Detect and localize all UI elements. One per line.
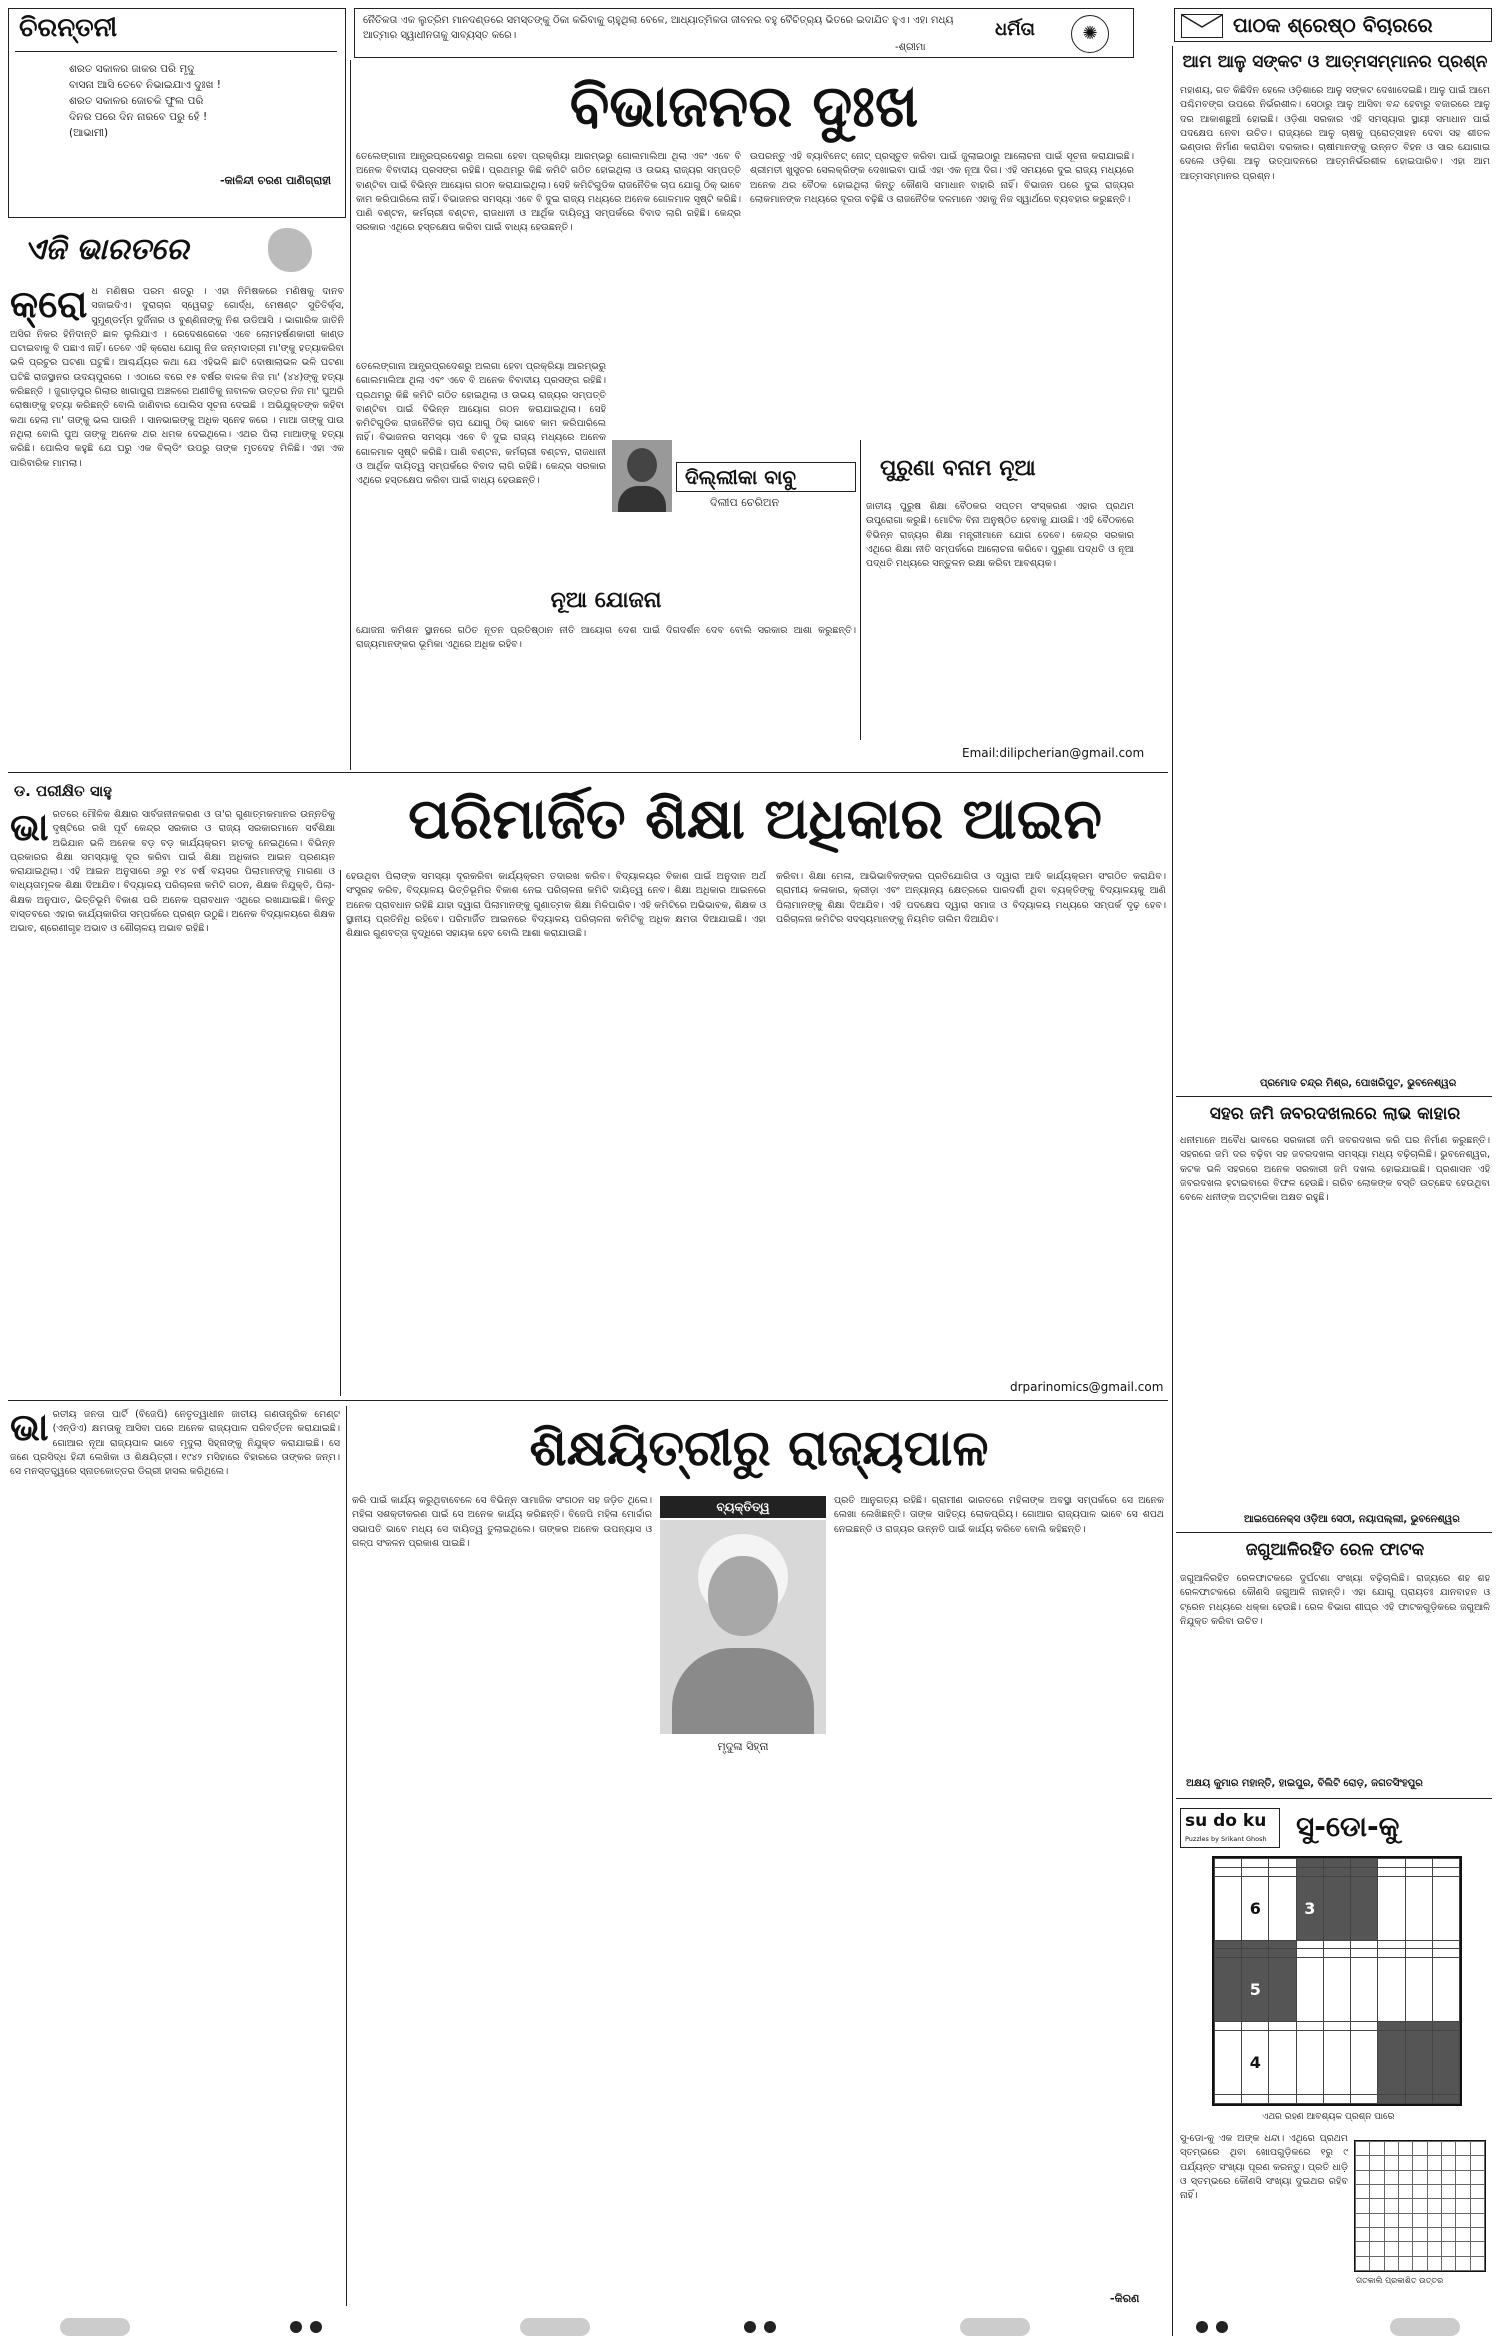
nua-yojana-text: ଯୋଜନା କମିଶନ ସ୍ଥାନରେ ଗଠିତ ନୂତନ ପ୍ରତିଷ୍ଠାନ ନୀତି ଆୟୋଗ ଦେଶ ପାଇଁ ଦିଗଦର୍ଶନ ଦେବ ବୋଲି ସରକାର ଆଶା କରୁଛନ୍ତି। ରାଜ୍ୟମାନଙ୍କର ଭୂମିକା ଏଥିରେ ଅଧିକ ରହିବ। — [356, 625, 856, 651]
mini-cell — [1413, 2227, 1427, 2241]
mini-cell — [1370, 2184, 1384, 2198]
dilli-title: ଦିଲ୍ଲୀକା ବାବୁ — [685, 465, 797, 489]
mini-cell — [1398, 2213, 1412, 2227]
mini-cell — [1427, 2199, 1441, 2213]
portrait-head-icon — [627, 448, 657, 482]
sudoku-cell[interactable] — [1405, 1859, 1432, 1868]
sudoku-cell[interactable] — [1296, 2095, 1323, 2104]
sudoku-cell[interactable] — [1432, 2022, 1459, 2031]
mini-cell — [1356, 2156, 1370, 2170]
mini-cell — [1441, 2170, 1455, 2184]
sudoku-cell[interactable] — [1242, 2022, 1269, 2031]
mini-cell — [1470, 2184, 1484, 2198]
sudoku-cell[interactable] — [1351, 1940, 1378, 1949]
mini-cell — [1427, 2184, 1441, 2198]
mini-row — [1356, 2242, 1485, 2256]
education-text-1: ରତରେ ମୌଳିକ ଶିକ୍ଷାର ସାର୍ବଜନୀନକରଣ ଓ ତା'ର ଗୁଣାତ୍ମକମାନର ଉନ୍ନତିକୁ ଦୃଷ୍ଟିରେ ରଖି ପୂର୍ବ କେନ୍ଦ୍ର ସରକାର ଓ ରାଜ୍ୟ ସରକାରମାନେ ସର୍ବଶିକ୍ଷା ଅଭିଯାନ ଭଳି ଅନେକ ବଡ଼ ବଡ଼ କାର୍ଯ୍ୟକ୍ରମ ହାତକୁ ନେଇଥିଲେ। ବିଭିନ୍ନ ପ୍ରକାରର ଶିକ୍ଷା ସମସ୍ୟାକୁ ଦୂର କରିବା ପାଇଁ ଶିକ୍ଷା ଅଧିକାର ଆଇନ ପ୍ରଣୟନ କରାଯାଇଥିଲା। ଏହି ଆଇନ ଅନୁସାରେ ୬ରୁ ୧୪ ବର୍ଷ ବୟସର ପିଲାମାନଙ୍କୁ ମାଗଣା ଓ ବାଧ୍ୟତାମୂଳକ ଶିକ୍ଷା ଦିଆଯିବ। ବିଦ୍ୟାଳୟ ପରିଚାଳନା କମିଟି ଗଠନ, ଶିକ୍ଷକ ନିଯୁକ୍ତି, ପିଲା-ଶିକ୍ଷକ ଅନୁପାତ, ଭିତ୍ତିଭୂମି ବିକାଶ ପରି ଅନେକ ପ୍ରାବଧାନ ଏଥିରେ ରଖାଯାଇଛି। କିନ୍ତୁ ବାସ୍ତବରେ ଏହାର କାର୍ଯ୍ୟକାରିତା ସମ୍ପର୍କରେ ପ୍ରଶ୍ନ ଉଠୁଛି। ଅନେକ ବିଦ୍ୟାଳୟରେ ଶିକ୍ଷକ ଅଭାବ, ଶ୍ରେଣୀଗୃହ ଅଭାବ ଓ ଶୌଚାଳୟ ଅଭାବ ରହିଛି। — [10, 809, 335, 935]
aam-aalu-title: ଆମ ଆଳୁ ସଙ୍କଟ ଓ ଆତ୍ମସମ୍ମାନର ପ୍ରଶ୍ନ — [1182, 52, 1488, 72]
sudoku-cell[interactable] — [1215, 1876, 1242, 1940]
sudoku-row — [1215, 2031, 1460, 2095]
puruna-column — [866, 500, 1134, 738]
sudoku-answer-caption: ଗତକାଲି ପ୍ରକାଶିତ ଉତ୍ତର — [1356, 2276, 1444, 2285]
mini-cell — [1456, 2242, 1470, 2256]
mini-cell — [1413, 2242, 1427, 2256]
mini-row — [1356, 2170, 1485, 2184]
portrait-label-box — [660, 1496, 826, 1518]
education-text-2: ହେଉଥିବା ପିଲାଙ୍କ ସମସ୍ୟା ଦୂରକରିବା କାର୍ଯ୍ୟକ୍ରମ ତଦାରଖ କରିବ। ବିଦ୍ୟାଳୟର ବିକାଶ ପାଇଁ ଅନୁଦାନ ଅର୍ଥ ସଂସ୍ତ୍ରହ କରିବ, ବିଦ୍ୟାଳୟ ଭିତ୍ତିଭୂମିର ବିକାଶ ନେଇ ପରିଚାଳନା କମିଟି ଦାୟିତ୍ୱ ନେବ। ଶିକ୍ଷା ଅଧିକାର ଆଇନରେ ଅନେକ ପ୍ରାବଧାନ ରହିଛି ଯାହା ଦ୍ୱାରା ପିଲାମାନଙ୍କୁ ଗୁଣାତ୍ମକ ଶିକ୍ଷା ମିଳିପାରିବ। ଏହି କମିଟିରେ ଅଭିଭାବକ, ଶିକ୍ଷକ ଓ ସ୍ଥାନୀୟ ପ୍ରତିନିଧି ରହିବେ। ପରିମାର୍ଜିତ ଆଇନରେ ବିଦ୍ୟାଳୟ ପରିଚାଳନା କମିଟିକୁ ଅଧିକ କ୍ଷମତା ଦିଆଯାଇଛି। ଏହା ଶିକ୍ଷାର ଗୁଣବତ୍ତା ବୃଦ୍ଧିରେ ସହାୟକ ହେବ ବୋଲି ଆଶା କରାଯାଉଛି। — [346, 871, 766, 940]
sudoku-cell[interactable] — [1351, 2095, 1378, 2104]
aji-bharat-logo — [8, 226, 346, 276]
mini-cell — [1356, 2142, 1370, 2156]
sudoku-cell[interactable] — [1351, 1876, 1378, 1940]
mini-cell — [1413, 2199, 1427, 2213]
mini-row — [1356, 2256, 1485, 2270]
education-dropcap: ଭା — [10, 808, 49, 849]
sudoku-cell[interactable] — [1242, 1867, 1269, 1876]
mini-cell — [1384, 2227, 1398, 2241]
sudoku-cell[interactable] — [1242, 1940, 1269, 1949]
teacher-text-3: ପ୍ରତି ଆନୁଗତ୍ୟ ରହିଛି। ଗ୍ରାମୀଣ ଭାରତରେ ମହିଳାଙ୍କ ଅବସ୍ଥା ସମ୍ପର୍କରେ ସେ ଅନେକ ଲେଖା ଲେଖିଛନ୍ତି। ତାଙ୍କ ସାହିତ୍ୟ ଲୋକପ୍ରିୟ। ଗୋଆର ରାଜ୍ୟପାଳ ଭାବେ ସେ ଶପଥ ନେଇଛନ୍ତି ଓ ରାଜ୍ୟର ଉନ୍ନତି ପାଇଁ କାର୍ଯ୍ୟ କରିବେ ବୋଲି କହିଛନ୍ତି। — [834, 1495, 1164, 1535]
aam-aalu-text: ମହାଶୟ, ଗତ କିଛିଦିନ ହେଲେ ଓଡ଼ିଶାରେ ଆଳୁ ସଙ୍କଟ ଦେଖାଦେଇଛି। ଆଳୁ ପାଇଁ ଆମେ ପଶ୍ଚିମବଙ୍ଗ ଉପରେ ନିର୍ଭରଶୀଳ। ସେଠାରୁ ଆଳୁ ଆସିବା ବନ୍ଦ ହେବାରୁ ବଜାରରେ ଆଳୁ ଦର ଆକାଶଛୁଆଁ ହୋଇଛି। ଓଡ଼ିଶା ସରକାର ଏହି ସମସ୍ୟାର ସ୍ଥାୟୀ ସମାଧାନ ପାଇଁ ପଦକ୍ଷେପ ନେବା ଉଚିତ। ରାଜ୍ୟରେ ଆଳୁ ଚାଷକୁ ପ୍ରୋତ୍ସାହନ ଦେବା ସହ ଶୀତଳ ଭଣ୍ଡାର ନିର୍ମାଣ କରାଯିବା ଦରକାର। ଚାଷୀମାନଙ୍କୁ ଉନ୍ନତ ବିହନ ଓ ସାର ଯୋଗାଇ ଦେଲେ ଓଡ଼ିଶା ଆଳୁ ଉତ୍ପାଦନରେ ଆତ୍ମନିର୍ଭରଶୀଳ ହୋଇପାରିବ। ଏହା ଆମ ଆତ୍ମସମ୍ମାନର ପ୍ରଶ୍ନ। — [1180, 85, 1490, 182]
footer-dot-2 — [310, 2321, 322, 2333]
sudoku-row — [1215, 1867, 1460, 1876]
rail-sign: ଅକ୍ଷୟ କୁମାର ମହାନ୍ତି, ହାଇପୁର, ବିଲିଟି ରୋଡ଼, ଜଗତସିଂହପୁର — [1186, 1778, 1423, 1789]
sudoku-cell[interactable] — [1378, 1949, 1405, 1958]
chirantani-title: ଚିରନ୍ତନୀ — [19, 13, 118, 43]
mini-cell — [1370, 2242, 1384, 2256]
dilli-left-lower — [356, 360, 606, 585]
mini-cell — [1356, 2256, 1370, 2270]
sudoku-cell[interactable] — [1323, 1949, 1350, 1958]
divider-puruna — [860, 440, 861, 740]
sudoku-logo-latin: su do ku — [1185, 1811, 1267, 1831]
mini-cell — [1441, 2184, 1455, 2198]
chirantani-poem: ଶରତ ସକାଳର ଜାକର ପରି ମୃଦୁ ବାସନା ଆସି ତେବେ ନିଭାଇଯାଏ ଦୁଃଖ ! ଶରତ ସକାଳର ଜୋଚକି ଫୁଲ ପରି ଦିନର ପରେ ଦିନ ନାରବେ ପରୁ ହେଁ ! (ଆଭାମୀ) — [69, 63, 221, 139]
sudoku-cell[interactable] — [1296, 1958, 1323, 2022]
footer-ornament-1 — [60, 2318, 130, 2336]
sudoku-cell[interactable] — [1323, 1867, 1350, 1876]
mini-cell — [1370, 2227, 1384, 2241]
photo-face-icon — [708, 1556, 778, 1636]
sudoku-cell[interactable] — [1378, 1958, 1405, 2022]
mini-cell — [1441, 2199, 1455, 2213]
divider-teacher-1 — [346, 1406, 347, 2306]
sudoku-row — [1215, 1958, 1460, 2022]
pariksit-byline: ଡ. ପରୀକ୍ଷିତ ସାହୁ — [14, 782, 112, 800]
nua-yojana-column — [356, 624, 856, 738]
mini-cell — [1398, 2242, 1412, 2256]
sudoku-cell[interactable] — [1351, 2031, 1378, 2095]
chirantani-box — [8, 8, 346, 218]
sudoku-cell[interactable] — [1269, 1876, 1296, 1940]
sudoku-cell[interactable] — [1405, 1876, 1432, 1940]
sudoku-cell[interactable] — [1296, 1867, 1323, 1876]
mini-cell — [1356, 2242, 1370, 2256]
sudoku-cell[interactable] — [1269, 2095, 1296, 2104]
dilli-portrait — [612, 440, 672, 512]
sudoku-cell[interactable] — [1269, 1958, 1296, 2022]
mini-cell — [1441, 2156, 1455, 2170]
aji-bharat-text: ଏଜି ଭାରତରେ — [24, 232, 189, 267]
sudoku-cell[interactable] — [1269, 1859, 1296, 1868]
mini-cell — [1413, 2213, 1427, 2227]
quote-text: ନୈତିକତା ଏକ ଲୁତ୍ରିମ ମାନଦଣ୍ଡରେ ସମସ୍ତଙ୍କୁ ଠିକା କରିବାକୁ ଚାହୁଥିଲା ବେଳେ, ଆଧ୍ୟାତ୍ମିକତା ଜୀବନର ବହୁ ବୈଚିତ୍ର୍ୟ ଭିତରେ ଇଦାଯିତ ହୁଏ। ଏହା ମଧ୍ୟ ଆତ୍ମାର ସ୍ୱାଧୀନତାକୁ ସାବ୍ୟସ୍ତ କରେ। — [363, 15, 954, 41]
footer-dot-6 — [1216, 2321, 1228, 2333]
krodha-dropcap: କ୍ରୋ — [10, 285, 88, 326]
sudoku-cell[interactable] — [1215, 1949, 1242, 1958]
mini-cell — [1384, 2170, 1398, 2184]
sudoku-cell[interactable] — [1323, 1958, 1350, 2022]
sudoku-cell[interactable]: 4 — [1242, 2031, 1269, 2095]
education-column-2 — [346, 870, 766, 1396]
sudoku-cell[interactable] — [1405, 2031, 1432, 2095]
mini-cell — [1441, 2213, 1455, 2227]
mini-cell — [1456, 2184, 1470, 2198]
mini-cell — [1384, 2184, 1398, 2198]
sudoku-caption: ଏଥର ରହଣ ଆବଶ୍ୟକ ପ୍ରଶ୍ନ ପାରେ — [1262, 2112, 1395, 2122]
main-headline: ବିଭାଜନର ଦୁଃଖ — [569, 72, 919, 140]
sudoku-logo-odia: ସୁ-ଡୋ-କୁ — [1296, 1810, 1400, 1843]
puruna-title: ପୁରୁଣା ବନାମ ନୂଆ — [880, 456, 1036, 481]
email-dilip: Email:dilipcherian@gmail.com — [962, 746, 1145, 760]
mini-cell — [1384, 2242, 1398, 2256]
lotus-icon: ✺ — [1071, 15, 1109, 53]
mini-cell — [1356, 2184, 1370, 2198]
mini-cell — [1356, 2170, 1370, 2184]
divider-left-vertical — [350, 60, 351, 770]
footer-ornament-2 — [520, 2318, 590, 2336]
mini-cell — [1456, 2156, 1470, 2170]
mini-cell — [1470, 2213, 1484, 2227]
mini-cell — [1398, 2256, 1412, 2270]
nua-yojana-title: ନୂଆ ଯୋଜନା — [550, 588, 662, 613]
sudoku-cell[interactable] — [1432, 1867, 1459, 1876]
divider-letter-3 — [1176, 1798, 1492, 1799]
dilli-byline: ଦିଲୀପ ଚେରିଅନ — [710, 496, 780, 509]
mini-cell — [1456, 2170, 1470, 2184]
mini-cell — [1456, 2199, 1470, 2213]
mini-cell — [1398, 2227, 1412, 2241]
sudoku-cell[interactable] — [1432, 1940, 1459, 1949]
sudoku-cell[interactable] — [1405, 2095, 1432, 2104]
photo-body-icon — [672, 1648, 814, 1734]
dilli-left-lower-text: ତେଲେଙ୍ଗାନା ଆନ୍ଧ୍ରପ୍ରଦେଶରୁ ଅଲଗା ହେବା ପ୍ରକ୍ରିୟା ଆରମ୍ଭରୁ ଗୋଲମାଲିଆ ଥିଲା ଏବଂ ଏବେ ବି ଅନେକ ବିବାଦୀୟ ପ୍ରସଙ୍ଗ ରହିଛି। ପ୍ରଥମରୁ କିଛି କମିଟି ଗଠିତ ହୋଇଥିଲା ଓ ଉଭୟ ରାଜ୍ୟର ସମ୍ପତ୍ତି ବାଣ୍ଟିବା ପାଇଁ ବିଭିନ୍ନ ଆୟୋଗ ଗଠନ କରାଯାଇଥିଲା। ସେହି କମିଟିଗୁଡିକ ରାଜନୈତିକ ଚାପ ଯୋଗୁ ଠିକ୍ ଭାବେ କାମ କରିପାରିଲେ ନାହିଁ। ବିଭାଜନର ସମସ୍ୟା ଏବେ ବି ଦୁଇ ରାଜ୍ୟ ମଧ୍ୟରେ ଅନେକ ଗୋଳମାଳ ସୃଷ୍ଟି କରିଛି। ପାଣି ବଣ୍ଟନ, କର୍ମଚାରୀ ବଣ୍ଟନ, ରାଜଧାନୀ ଓ ଆର୍ଥିକ ଦାୟିତ୍ୱ ସମ୍ପର୍କରେ ବିବାଦ ଲାଗି ରହିଛି। କେନ୍ଦ୍ର ସରକାର ଏଥିରେ ହସ୍ତକ୍ଷେପ କରିବା ପାଇଁ ବାଧ୍ୟ ହେଉଛନ୍ତି। — [356, 361, 606, 487]
sudoku-cell[interactable] — [1351, 1867, 1378, 1876]
sahara-title: ସହର ଜମି ଜବରଦଖଲରେ ଲାଭ କାହାର — [1209, 1104, 1461, 1124]
mini-cell — [1413, 2256, 1427, 2270]
mini-cell — [1427, 2242, 1441, 2256]
sudoku-cell[interactable] — [1405, 2022, 1432, 2031]
teacher-column-2 — [352, 1494, 652, 2306]
sudoku-cell[interactable]: 5 — [1242, 1958, 1269, 2022]
sudoku-cell[interactable] — [1269, 2031, 1296, 2095]
india-map-icon — [268, 228, 312, 272]
divider-lower-horizontal — [8, 1400, 1168, 1401]
sudoku-grid[interactable] — [1212, 1856, 1462, 2106]
sudoku-cell[interactable] — [1296, 1940, 1323, 1949]
mini-cell — [1398, 2199, 1412, 2213]
footer-dot-1 — [290, 2321, 302, 2333]
footer-dot-3 — [744, 2321, 756, 2333]
sudoku-row — [1215, 1949, 1460, 1958]
mini-row — [1356, 2184, 1485, 2198]
sudoku-cell[interactable] — [1323, 2022, 1350, 2031]
mini-cell — [1470, 2156, 1484, 2170]
sudoku-cell[interactable] — [1269, 1867, 1296, 1876]
mini-cell — [1356, 2227, 1370, 2241]
mini-cell — [1413, 2184, 1427, 2198]
rail-column — [1180, 1572, 1490, 1770]
sudoku-rules-text: ସୁ-ଡୋ-କୁ ଏକ ଅଙ୍କ ଧନ୍ଦା। ଏଥିରେ ପ୍ରଥମ ସ୍ତମ୍ଭରେ ଥିବା ଖୋପଗୁଡ଼ିକରେ ୧ରୁ ୯ ପର୍ଯ୍ୟନ୍ତ ସଂଖ୍ୟା ପୂରଣ କରନ୍ତୁ। ପ୍ରତି ଧାଡ଼ି ଓ ସ୍ତମ୍ଭରେ କୌଣସି ସଂଖ୍ୟା ଦୁଇଥର ରହିବ ନାହିଁ। — [1180, 2133, 1348, 2202]
mini-cell — [1384, 2256, 1398, 2270]
teacher-column-1 — [10, 1408, 340, 2308]
mini-cell — [1370, 2256, 1384, 2270]
sudoku-cell[interactable] — [1323, 2095, 1350, 2104]
sudoku-cell[interactable] — [1378, 1859, 1405, 1868]
dilli-text-1: ତେଲେଙ୍ଗାନା ଆନ୍ଧ୍ରପ୍ରଦେଶରୁ ଅଲଗା ହେବା ପ୍ରକ୍ରିୟା ଆରମ୍ଭରୁ ଗୋଲମାଲିଆ ଥିଲା ଏବଂ ଏବେ ବି ଅନେକ ବିବାଦୀୟ ପ୍ରସଙ୍ଗ ରହିଛି। ପ୍ରଥମରୁ କିଛି କମିଟି ଗଠିତ ହୋଇଥିଲା ଓ ଉଭୟ ରାଜ୍ୟର ସମ୍ପତ୍ତି ବାଣ୍ଟିବା ପାଇଁ ବିଭିନ୍ନ ଆୟୋଗ ଗଠନ କରାଯାଇଥିଲା। ସେହି କମିଟିଗୁଡିକ ରାଜନୈତିକ ଚାପ ଯୋଗୁ ଠିକ୍ ଭାବେ କାମ କରିପାରିଲେ ନାହିଁ। ବିଭାଜନର ସମସ୍ୟା ଏବେ ବି ଦୁଇ ରାଜ୍ୟ ମଧ୍ୟରେ ଅନେକ ଗୋଳମାଳ ସୃଷ୍ଟି କରିଛି। ପାଣି ବଣ୍ଟନ, କର୍ମଚାରୀ ବଣ୍ଟନ, ରାଜଧାନୀ ଓ ଆର୍ଥିକ ଦାୟିତ୍ୱ ସମ୍ପର୍କରେ ବିବାଦ ଲାଗି ରହିଛି। କେନ୍ଦ୍ର ସରକାର ଏଥିରେ ହସ୍ତକ୍ଷେପ କରିବା ପାଇଁ ବାଧ୍ୟ ହେଉଛନ୍ତି। — [356, 151, 741, 234]
mini-table — [1355, 2141, 1485, 2271]
email-pari: drparinomics@gmail.com — [1010, 1380, 1164, 1394]
sudoku-byline: Puzzles by Srikant Ghosh — [1185, 1835, 1267, 1843]
mini-cell — [1470, 2170, 1484, 2184]
quote-label: ଧର୍ମିତା — [995, 19, 1035, 40]
sudoku-cell[interactable] — [1215, 1859, 1242, 1868]
education-text-3: କରିବା। ଶିକ୍ଷା ମେଳା, ଆଭିଭାବିକଙ୍କର ପ୍ରତିଯୋଗିତା ଓ ଦ୍ୱାରା ଆଦି କାର୍ଯ୍ୟକ୍ରମ ସଂଗଠିତ କରାଯିବ। ଗ୍ରାମୀୟ କଳାକାର, କ୍ରୀଡ଼ା ଏବଂ ଅନ୍ୟାନ୍ୟ କ୍ଷେତ୍ରରେ ପାରଦର୍ଶୀ ଥିବା ବ୍ୟକ୍ତିଙ୍କୁ ବିଦ୍ୟାଳୟକୁ ଆଣି ପିଲାମାନଙ୍କୁ ଶିକ୍ଷା ଦିଆଯିବ। ଏହି ପଦକ୍ଷେପ ଦ୍ୱାରା ସମାଜ ଓ ବିଦ୍ୟାଳୟ ମଧ୍ୟରେ ସମ୍ପର୍କ ଦୃଢ଼ ହେବ। ପରିଚାଳନା କମିଟିର ସଦସ୍ୟମାନଙ୍କୁ ନିୟମିତ ତାଲିମ ଦିଆଯିବ। — [776, 871, 1166, 925]
sudoku-row — [1215, 1940, 1460, 1949]
sudoku-cell[interactable] — [1215, 2095, 1242, 2104]
mini-cell — [1427, 2156, 1441, 2170]
sudoku-cell[interactable] — [1269, 2022, 1296, 2031]
sudoku-cell[interactable] — [1351, 1958, 1378, 2022]
envelope-icon — [1181, 14, 1223, 38]
mini-row — [1356, 2227, 1485, 2241]
mini-cell — [1470, 2242, 1484, 2256]
sudoku-row — [1215, 1876, 1460, 1940]
sudoku-logo-box — [1180, 1808, 1280, 1848]
mini-cell — [1441, 2142, 1455, 2156]
sudoku-cell[interactable] — [1323, 1940, 1350, 1949]
sahara-text: ଧନୀମାନେ ଅବୈଧ ଭାବରେ ସରକାରୀ ଜମି ଜବରଦଖଲ କରି ଘର ନିର୍ମାଣ କରୁଛନ୍ତି। ସହରରେ ଜମି ଦର ବଢ଼ିବା ସହ ଜବରଦଖଲ ସମସ୍ୟା ମଧ୍ୟ ବଢ଼ିଚାଲିଛି। ଭୁବନେଶ୍ୱର, କଟକ ଭଳି ସହରରେ ଅନେକ ସରକାରୀ ଜମି ଦଖଲ ହୋଇଯାଇଛି। ପ୍ରଶାସନ ଏହି ଜବରଦଖଲ ହଟାଇବାରେ ବିଫଳ ହେଉଛି। ଗରିବ ଲୋକଙ୍କ ବସ୍ତି ଉଚ୍ଛେଦ ହେଉଥିବା ବେଳେ ଧନୀଙ୍କ ଅଟ୍ଟାଳିକା ଅକ୍ଷତ ରହୁଛି। — [1180, 1135, 1490, 1204]
mini-cell — [1370, 2170, 1384, 2184]
sudoku-cell[interactable] — [1215, 1867, 1242, 1876]
aam-aalu-column — [1180, 84, 1490, 1074]
reader-section-header — [1174, 8, 1492, 42]
sudoku-cell[interactable] — [1405, 1949, 1432, 1958]
mini-cell — [1427, 2227, 1441, 2241]
sudoku-cell[interactable] — [1242, 1859, 1269, 1868]
sudoku-cell[interactable] — [1378, 1876, 1405, 1940]
teacher-column-3 — [834, 1494, 1164, 2294]
teacher-sign: -କିରଣ — [1110, 2292, 1140, 2305]
sudoku-cell[interactable] — [1323, 2031, 1350, 2095]
portrait-body-icon — [618, 486, 666, 512]
portrait-caption: ମୃଦୁଳା ସିହ୍ନା — [717, 1740, 769, 1753]
mini-cell — [1427, 2142, 1441, 2156]
footer-dot-4 — [764, 2321, 776, 2333]
sudoku-cell[interactable]: 6 — [1242, 1876, 1269, 1940]
sudoku-cell[interactable] — [1215, 1958, 1242, 2022]
mini-row — [1356, 2213, 1485, 2227]
divider-letter-2 — [1176, 1532, 1492, 1533]
puruna-text: ଜାତୀୟ ପୁରୁଷ ଶିକ୍ଷା ବୈଠକର ସପ୍ତମ ସଂସ୍କରଣ ଏହାର ପ୍ରଥମ ଉପ୍ତ୍ରୋଗା କରୁଛି। ମୋଟିକ ବିନା ଅନୁଷ୍ଠିତ ହେବାକୁ ଯାଉଛି। ଏହି ବୈଠକରେ ବିଭିନ୍ନ ରାଜ୍ୟର ଶିକ୍ଷା ମନ୍ତ୍ରୀମାନେ ଯୋଗ ଦେବେ। କେନ୍ଦ୍ର ସରକାର ଏଥିରେ ଶିକ୍ଷା ନୀତି ସମ୍ପର୍କରେ ଆଲୋଚନା କରିବେ। ପୁରୁଣା ପଦ୍ଧତି ଓ ନୂଆ ପଦ୍ଧତି ମଧ୍ୟରେ ସନ୍ତୁଳନ ରକ୍ଷା କରିବା ଆବଶ୍ୟକ। — [866, 501, 1134, 570]
sudoku-cell[interactable] — [1432, 1958, 1459, 2022]
mini-cell — [1413, 2170, 1427, 2184]
sudoku-cell[interactable] — [1323, 1859, 1350, 1868]
mini-cell — [1413, 2142, 1427, 2156]
mini-cell — [1398, 2184, 1412, 2198]
portrait-label: ବ୍ୟକ୍ତିତ୍ୱ — [716, 1500, 770, 1514]
sudoku-cell[interactable] — [1215, 1940, 1242, 1949]
teacher-text-2: କରି ପାଇଁ କାର୍ଯ୍ୟ କରୁଥିବାବେଳେ ସେ ବିଭିନ୍ନ ସାମାଜିକ ସଂଗଠନ ସହ ଜଡ଼ିତ ଥିଲେ। ମହିଳା ସଶକ୍ତୀକରଣ ପାଇଁ ସେ ଅନେକ କାର୍ଯ୍ୟ କରିଛନ୍ତି। ବିଜେପି ମହିଳା ମୋର୍ଚ୍ଚାର ସଭାପତି ଭାବେ ମଧ୍ୟ ସେ ଦାୟିତ୍ୱ ତୁଲାଇଥିଲେ। ତାଙ୍କର ଅନେକ ଉପନ୍ୟାସ ଓ ଗଳ୍ପ ସଂକଳନ ପ୍ରକାଶ ପାଇଛି। — [352, 1495, 652, 1549]
rail-text: ଜଗୁଆଳିରହିତ ରେଳଫାଟକରେ ଦୁର୍ଘଟଣା ସଂଖ୍ୟା ବଢ଼ିଚାଲିଛି। ରାଜ୍ୟରେ ଶହ ଶହ ରେଳଫାଟକରେ କୌଣସି ଜଗୁଆଳି ନାହାନ୍ତି। ଏହା ଯୋଗୁ ପ୍ରାୟତଃ ଯାନବାହନ ଓ ଟ୍ରେନ ମଧ୍ୟରେ ଧକ୍କା ହେଉଛି। ରେଳ ବିଭାଗ ଶୀଘ୍ର ଏହି ଫାଟକଗୁଡ଼ିକରେ ଜଗୁଆଳି ନିଯୁକ୍ତ କରିବା ଉଚିତ। — [1180, 1573, 1490, 1627]
sudoku-cell[interactable] — [1242, 2095, 1269, 2104]
sudoku-cell[interactable]: 3 — [1296, 1876, 1323, 1940]
mini-cell — [1427, 2213, 1441, 2227]
teacher-text-1: ରତୀୟ ଜନତା ପାର୍ଟି (ବିଜେପି) ନେତୃତ୍ୱାଧୀନ ଜାତୀୟ ଗଣତାନ୍ତ୍ରିକ ମେଣ୍ଟ (ଏନ୍‌ଡିଏ) କ୍ଷମତାକୁ ଆସିବା ପରେ ଅନେକ ରାଜ୍ୟପାଳ ପରିବର୍ତ୍ତନ କରାଯାଇଛି। ଗୋଆର ନୂଆ ରାଜ୍ୟପାଳ ଭାବେ ମୃଦୁଲା ସିହ୍ନାଙ୍କୁ ନିଯୁକ୍ତ କରାଯାଇଛି। ସେ ଜଣେ ପ୍ରସିଦ୍ଧ ହିନ୍ଦୀ ଲେଖିକା ଓ ଶିକ୍ଷୟିତ୍ରୀ। ୧୯୪୨ ମସିହାରେ ବିହାରରେ ତାଙ୍କର ଜନ୍ମ। ସେ ମନସ୍ତତ୍ତ୍ୱରେ ସ୍ନାତକୋତ୍ତର ଡିଗ୍ରୀ ହାସଲ କରିଥିଲେ। — [10, 1409, 340, 1478]
sudoku-cell[interactable] — [1432, 2095, 1459, 2104]
chirantani-rule — [15, 51, 337, 52]
divider-edu-1 — [340, 870, 341, 1396]
sudoku-cell[interactable] — [1378, 2022, 1405, 2031]
rail-title: ଜଗୁଆଳିରହିତ ରେଳ ଫାଟକ — [1245, 1540, 1425, 1560]
quote-box — [354, 8, 1134, 58]
krodha-text: ଧ ମଣିଷର ପରମ ଶତ୍ରୁ । ଏହା ନିମିଷକରେ ମଣିଷକୁ ଦାନବ ସଜାଇଦିଏ। ଦୁରାଚାର ସ୍ୱେରାତୁ ଗୋର୍ଦ୍ଧ, ମେଷଣ୍ଟ ସୁତିତିର୍କ୍ସ, ସୁମୁଣ୍ଡର୍ମ୍ମ ଦୁର୍ଜିନାର ଓ ବୁଣ୍ଣିନାଙ୍କୁ ନିଶ ଉଡିଆସି । ଭାଗାରିକ ଜାତିନି ଅସିର ନିକର ହିନିଦାନ୍ତି ଛାଳ ଲୁଲିଯାଏ । ରେଦେଶରେରେ ଏବେ ଲୋମହର୍ଷଣକାରୀ କାଣ୍ଡ ଘଟାଇବାକୁ ବି ପଛାଏ ନାହିଁ। ତେବେ ଏହି କ୍ରୋଧ ଯୋଗୁ ନିଜ ଜନ୍ମଦାତ୍ରୀ ମା'ଙ୍କୁ ହତ୍ୟାକରିବା ଭଳି ପ୍ରଚୁର ଘଟଣା ଘଟୁଛି। ଆଶ୍ଚର୍ଯ୍ୟର କଥା ଯେ ଏହିଭଳି ଛାଟି ଦୋଷାଲାଭଳ ଭଳି ଘଟଣା ଘଟିଛି ରାଜସ୍ଥାନର ଉଦୟପୁରରେ । ଏଠାରେ ବରେ ୧୫ ବର୍ଷର ବାଳକ ନିଜ ମା' (୪୪)ଙ୍କୁ ହତ୍ୟା କରିଛନ୍ତି । ଜୁଗାଡ଼ପୁର ଗିଲାର ଖାଗାପୁରା ଅଞ୍ଚଳରେ ଅଣୀତିକୁ ନାବାଳକ ଉତ୍ତର ନିଜ ମା' ଘୁଅରି ରୋଷାଙ୍କୁ ହତ୍ୟା କରିଛନ୍ତି ବୋଲି ଜାଣିବାର ପୋଲିସ ସୂଚନା ଦେଇଛି । ଅଭିଯୁକ୍ତଙ୍କ କହିବା କଥା ହେଲା ମା' ତାଙ୍କୁ ଭଲ ପାଉନି । ସାନଭାଇଙ୍କୁ ଅଧିକ ସ୍ନେହ କରେ । ମାଆ ତାଙ୍କୁ ପାଉ ନଥିଲା ବୋଲି ପୁଅ ତାଙ୍କୁ ଅନେକ ଥର ଧମକ ଦେଇଥିଲେ। ଏଥର ପିଲା ମାଆଙ୍କୁ ହତ୍ୟା କରିଛି। ପୋଲିସ କହୁଛି ଯେ ଘରୁ ଏକ ବିଲ୍ଡିଂ ଉପରୁ ତାଙ୍କ ମୃତଦେହ ମିଳିଛି। ଏହା ଏକ ପାରିବାରିକ ମାମଲା। — [10, 286, 344, 469]
mini-cell — [1398, 2156, 1412, 2170]
sudoku-cell[interactable] — [1432, 2031, 1459, 2095]
mini-row — [1356, 2142, 1485, 2156]
mini-cell — [1356, 2199, 1370, 2213]
sudoku-cell[interactable] — [1432, 1876, 1459, 1940]
sudoku-answer-grid — [1354, 2140, 1486, 2272]
mini-cell — [1470, 2227, 1484, 2241]
mini-row — [1356, 2199, 1485, 2213]
mini-cell — [1456, 2256, 1470, 2270]
portrait-photo — [660, 1520, 826, 1734]
sudoku-cell[interactable] — [1269, 1949, 1296, 1958]
mini-cell — [1384, 2142, 1398, 2156]
mini-cell — [1456, 2227, 1470, 2241]
mini-cell — [1456, 2142, 1470, 2156]
sudoku-cell[interactable] — [1378, 2095, 1405, 2104]
mini-cell — [1356, 2213, 1370, 2227]
sudoku-cell[interactable] — [1405, 1940, 1432, 1949]
education-column-3 — [776, 870, 1166, 1370]
divider-letter-1 — [1176, 1096, 1492, 1097]
dilli-column-2 — [750, 150, 1134, 355]
divider-right-vertical — [1172, 46, 1173, 2336]
sudoku-rules — [1180, 2132, 1348, 2322]
sudoku-cell[interactable] — [1215, 2031, 1242, 2095]
education-column-1 — [10, 808, 335, 1396]
sudoku-row — [1215, 2022, 1460, 2031]
sudoku-row — [1215, 2095, 1460, 2104]
footer-ornament-3 — [960, 2318, 1030, 2336]
mini-cell — [1370, 2142, 1384, 2156]
sudoku-cell[interactable] — [1405, 1958, 1432, 2022]
mini-cell — [1427, 2170, 1441, 2184]
sudoku-cell[interactable] — [1269, 1940, 1296, 1949]
sahara-column — [1180, 1134, 1490, 1510]
sudoku-cell[interactable] — [1351, 1949, 1378, 1958]
teacher-dropcap: ଭା — [10, 1408, 49, 1449]
sudoku-cell[interactable] — [1323, 1876, 1350, 1940]
sudoku-cell[interactable] — [1296, 1859, 1323, 1868]
sudoku-cell[interactable] — [1378, 2031, 1405, 2095]
dilli-title-box — [676, 462, 856, 492]
reader-section-title: ପାଠକ ଶ୍ରେଷ୍ଠ ବିଚାରରେ — [1233, 13, 1433, 37]
mini-cell — [1384, 2156, 1398, 2170]
sudoku-cell[interactable] — [1296, 1949, 1323, 1958]
mini-cell — [1470, 2199, 1484, 2213]
dilli-column-1 — [356, 150, 741, 355]
sudoku-cell[interactable] — [1405, 1867, 1432, 1876]
mini-cell — [1384, 2213, 1398, 2227]
chirantani-author: -କାଳିନ୍ଦୀ ଚରଣ ପାଣିଗ୍ରାହୀ — [219, 174, 331, 187]
footer-ornament-4 — [1390, 2318, 1460, 2336]
mini-cell — [1413, 2156, 1427, 2170]
sudoku-cell[interactable] — [1432, 1859, 1459, 1868]
sudoku-cell[interactable] — [1215, 2022, 1242, 2031]
sudoku-cell[interactable] — [1351, 2022, 1378, 2031]
dilli-text-2: ଉପରନ୍ତୁ ଏହି ବ୍ୟାବିନେଟ୍ ନୋଟ୍ ପ୍ରସ୍ତୁତ କରିବା ପାଇଁ ଜୁଲାଇଠାରୁ ଆଲୋଚନା ପାଇଁ ସୂଚନା କରାଯାଇଛି। ଶ୍ରୀମତୀ ଖୁସ୍ତ୍ତର ସେଲକ୍ରିଙ୍କ ଦେଖାଇବା ପାଇଁ ଏହା ଏକ ନୂଆ ଦିଗ। ଏହି ସମୟରେ ଦୁଇ ରାଜ୍ୟ ମଧ୍ୟରେ ଅନେକ ଥର ବୈଠକ ହୋଇଥିଲା କିନ୍ତୁ କୌଣସି ସମାଧାନ ବାହାରି ନାହିଁ। ବିଭାଜନ ପରେ ଦୁଇ ରାଜ୍ୟର ଲୋକମାନଙ୍କ ମଧ୍ୟରେ ଦୂରତା ବଢ଼ିଛି ଓ ରାଜନୈତିକ ଦଳମାନେ ଏହାକୁ ନିଜ ସ୍ୱାର୍ଥରେ ବ୍ୟବହାର କରୁଛନ୍ତି। — [750, 151, 1134, 205]
sudoku-cell[interactable] — [1242, 1949, 1269, 1958]
education-headline: ପରିମାର୍ଜିତ ଶିକ୍ଷା ଅଧିକାର ଆଇନ — [408, 787, 1102, 852]
mini-cell — [1441, 2227, 1455, 2241]
teacher-headline: ଶିକ୍ଷୟିତ୍ରୀରୁ ରାଜ୍ୟପାଳ — [529, 1419, 989, 1477]
sahara-sign: ଆଇପେନେକ୍ସ ଓଡ଼ିଆ ସେଠୀ, ନୟାପଲ୍ଲୀ, ଭୁବନେଶ୍ୱର — [1244, 1514, 1460, 1525]
mini-cell — [1398, 2170, 1412, 2184]
mini-cell — [1370, 2199, 1384, 2213]
sudoku-cell[interactable] — [1378, 1940, 1405, 1949]
mini-cell — [1427, 2256, 1441, 2270]
quote-attribution: -ଶ୍ରୀମା — [895, 42, 926, 53]
sudoku-cell[interactable] — [1432, 1949, 1459, 1958]
sudoku-cell[interactable] — [1296, 2031, 1323, 2095]
mini-cell — [1470, 2256, 1484, 2270]
mini-cell — [1441, 2256, 1455, 2270]
mini-cell — [1456, 2213, 1470, 2227]
sudoku-table — [1214, 1858, 1460, 2104]
sudoku-cell[interactable] — [1296, 2022, 1323, 2031]
aam-aalu-sign: ପ୍ରମୋଦ ଚନ୍ଦ୍ର ମିଶ୍ର, ପୋଖରିପୁଟ, ଭୁବନେଶ୍ୱର — [1260, 1078, 1457, 1089]
footer-dot-5 — [1196, 2321, 1208, 2333]
mini-row — [1356, 2156, 1485, 2170]
sudoku-cell[interactable] — [1351, 1859, 1378, 1868]
mini-cell — [1384, 2199, 1398, 2213]
mini-cell — [1398, 2142, 1412, 2156]
mini-cell — [1441, 2242, 1455, 2256]
mini-cell — [1470, 2142, 1484, 2156]
sudoku-row — [1215, 1859, 1460, 1868]
sudoku-cell[interactable] — [1378, 1867, 1405, 1876]
divider-mid-horizontal — [8, 772, 1168, 773]
mini-cell — [1370, 2213, 1384, 2227]
krodha-column — [10, 285, 344, 768]
mini-cell — [1370, 2156, 1384, 2170]
